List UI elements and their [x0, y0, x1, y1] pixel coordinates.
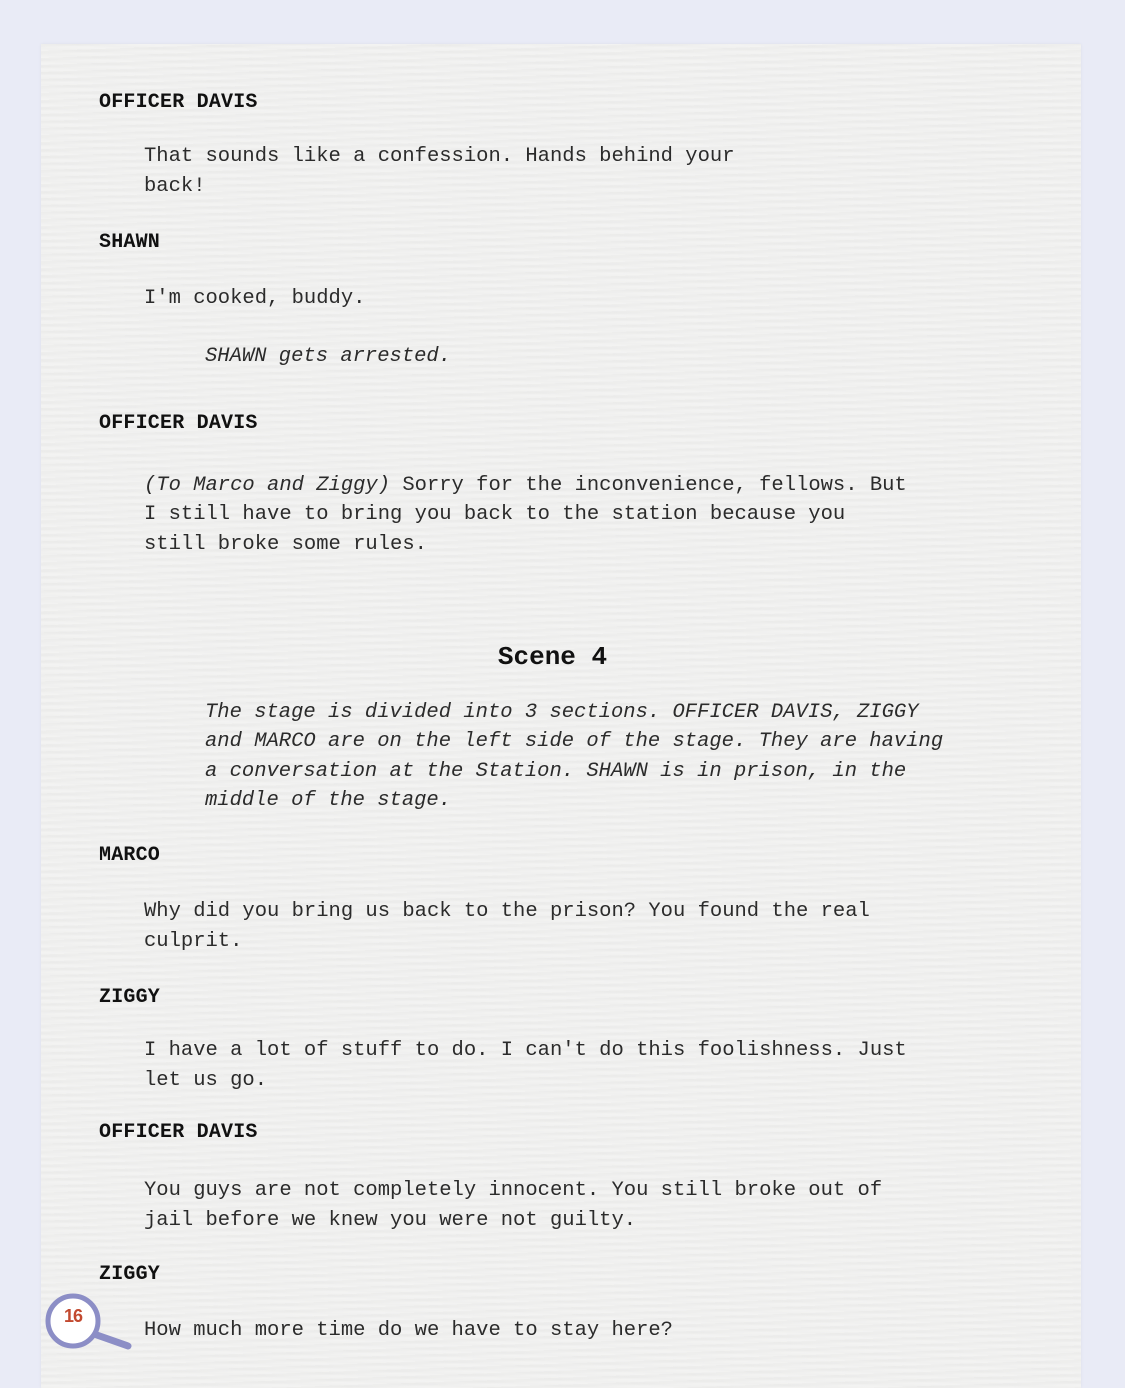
stage-direction: SHAWN gets arrested. — [205, 345, 452, 368]
dialogue: You guys are not completely innocent. You still broke out of jail before we knew you were not guilty. — [144, 1179, 883, 1232]
character-name: ZIGGY — [99, 1263, 161, 1286]
page-number-badge — [44, 1292, 134, 1352]
dialogue: I'm cooked, buddy. — [144, 287, 366, 310]
dialogue: Why did you bring us back to the prison? You found the real culprit. — [144, 900, 870, 953]
parenthetical: (To Marco and Ziggy) — [144, 474, 391, 497]
dialogue-text: Sorry for the inconvenience, fellows. But — [390, 474, 907, 497]
dialogue: I have a lot of stuff to do. I can't do this foolishness. Just let us go. — [144, 1039, 907, 1092]
dialogue: That sounds like a confession. Hands behind your back! — [144, 145, 735, 198]
character-name: OFFICER DAVIS — [99, 91, 258, 114]
dialogue — [144, 471, 1014, 501]
scene-heading: Scene 4 — [497, 642, 608, 672]
character-name: OFFICER DAVIS — [99, 1121, 258, 1144]
character-name: MARCO — [99, 844, 161, 867]
character-name: SHAWN — [99, 231, 161, 254]
dialogue-continued: I still have to bring you back to the station because you still broke some rules. — [144, 503, 846, 556]
dialogue: How much more time do we have to stay here? — [144, 1319, 673, 1342]
page-number: 16 — [63, 1306, 83, 1326]
character-name: OFFICER DAVIS — [99, 412, 258, 435]
stage-direction: The stage is divided into 3 sections. OFFICER DAVIS, ZIGGY and MARCO are on the left side of the stage. They are having a conversation at the Station. SHAWN is in prison, in the middle of the stage. — [205, 701, 944, 812]
character-name: ZIGGY — [99, 986, 161, 1009]
